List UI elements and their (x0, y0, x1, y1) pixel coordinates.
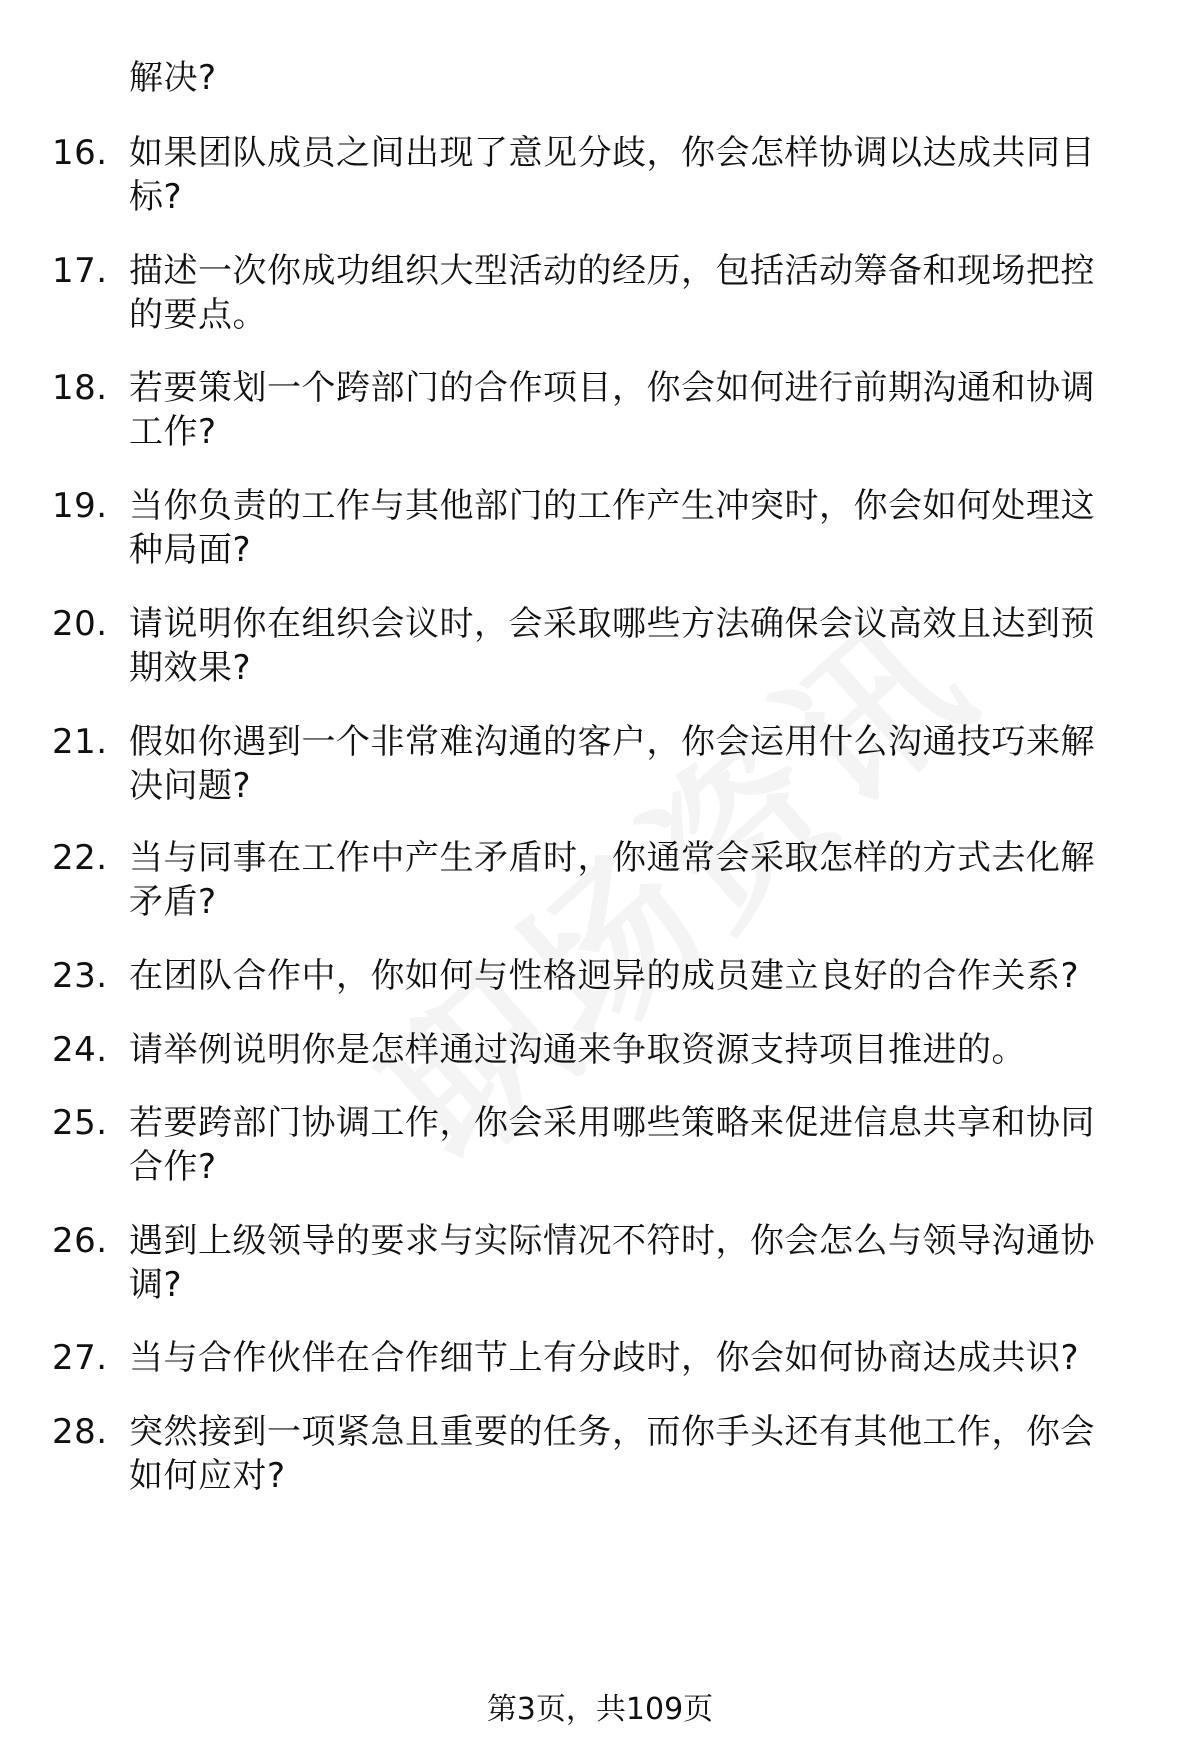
question-text-line: 若要跨部门协调工作，你会采用哪些策略来促进信息共享和协同 (129, 1103, 1095, 1143)
question-text-line: 合作? (129, 1147, 217, 1187)
question-text-line: 描述一次你成功组织大型活动的经历，包括活动筹备和现场把控 (129, 251, 1095, 291)
question-number: 23. (52, 956, 108, 996)
question-text-line: 决问题? (129, 766, 252, 806)
question-number: 17. (52, 251, 108, 291)
question-text-line: 的要点。 (129, 295, 267, 335)
question-text-line: 期效果? (129, 648, 252, 688)
question-text-line: 若要策划一个跨部门的合作项目，你会如何进行前期沟通和协调 (129, 368, 1095, 408)
page-footer: 第3页，共109页 (486, 1692, 714, 1727)
question-text-line: 遇到上级领导的要求与实际情况不符时，你会怎么与领导沟通协 (129, 1221, 1095, 1261)
question-text-line: 当与合作伙伴在合作细节上有分歧时，你会如何协商达成共识? (129, 1338, 1080, 1378)
question-text-line: 矛盾? (129, 882, 217, 922)
question-number: 16. (52, 133, 108, 173)
question-text-line: 假如你遇到一个非常难沟通的客户，你会运用什么沟通技巧来解 (129, 722, 1095, 762)
question-text-line: 如何应对? (129, 1456, 286, 1496)
question-text-line: 当你负责的工作与其他部门的工作产生冲突时，你会如何处理这 (129, 486, 1095, 526)
question-text-line: 如果团队成员之间出现了意见分歧，你会怎样协调以达成共同目 (129, 133, 1095, 173)
question-text-line: 请说明你在组织会议时，会采取哪些方法确保会议高效且达到预 (129, 604, 1095, 644)
question-number: 24. (52, 1030, 108, 1070)
question-number: 21. (52, 722, 108, 762)
question-number: 18. (52, 368, 108, 408)
question-text-line: 解决? (129, 58, 217, 98)
question-text-line: 当与同事在工作中产生矛盾时，你通常会采取怎样的方式去化解 (129, 838, 1095, 878)
question-text-line: 标? (129, 177, 183, 217)
question-number: 26. (52, 1221, 108, 1261)
question-number: 20. (52, 604, 108, 644)
question-text-line: 在团队合作中，你如何与性格迥异的成员建立良好的合作关系? (129, 956, 1080, 996)
question-text-line: 突然接到一项紧急且重要的任务，而你手头还有其他工作，你会 (129, 1412, 1095, 1452)
question-number: 27. (52, 1338, 108, 1378)
question-number: 25. (52, 1103, 108, 1143)
question-number: 22. (52, 838, 108, 878)
question-number: 28. (52, 1412, 108, 1452)
question-text-line: 调? (129, 1265, 183, 1305)
question-text-line: 请举例说明你是怎样通过沟通来争取资源支持项目推进的。 (129, 1030, 1026, 1070)
question-text-line: 工作? (129, 412, 217, 452)
question-number: 19. (52, 486, 108, 526)
question-text-line: 种局面? (129, 530, 252, 570)
